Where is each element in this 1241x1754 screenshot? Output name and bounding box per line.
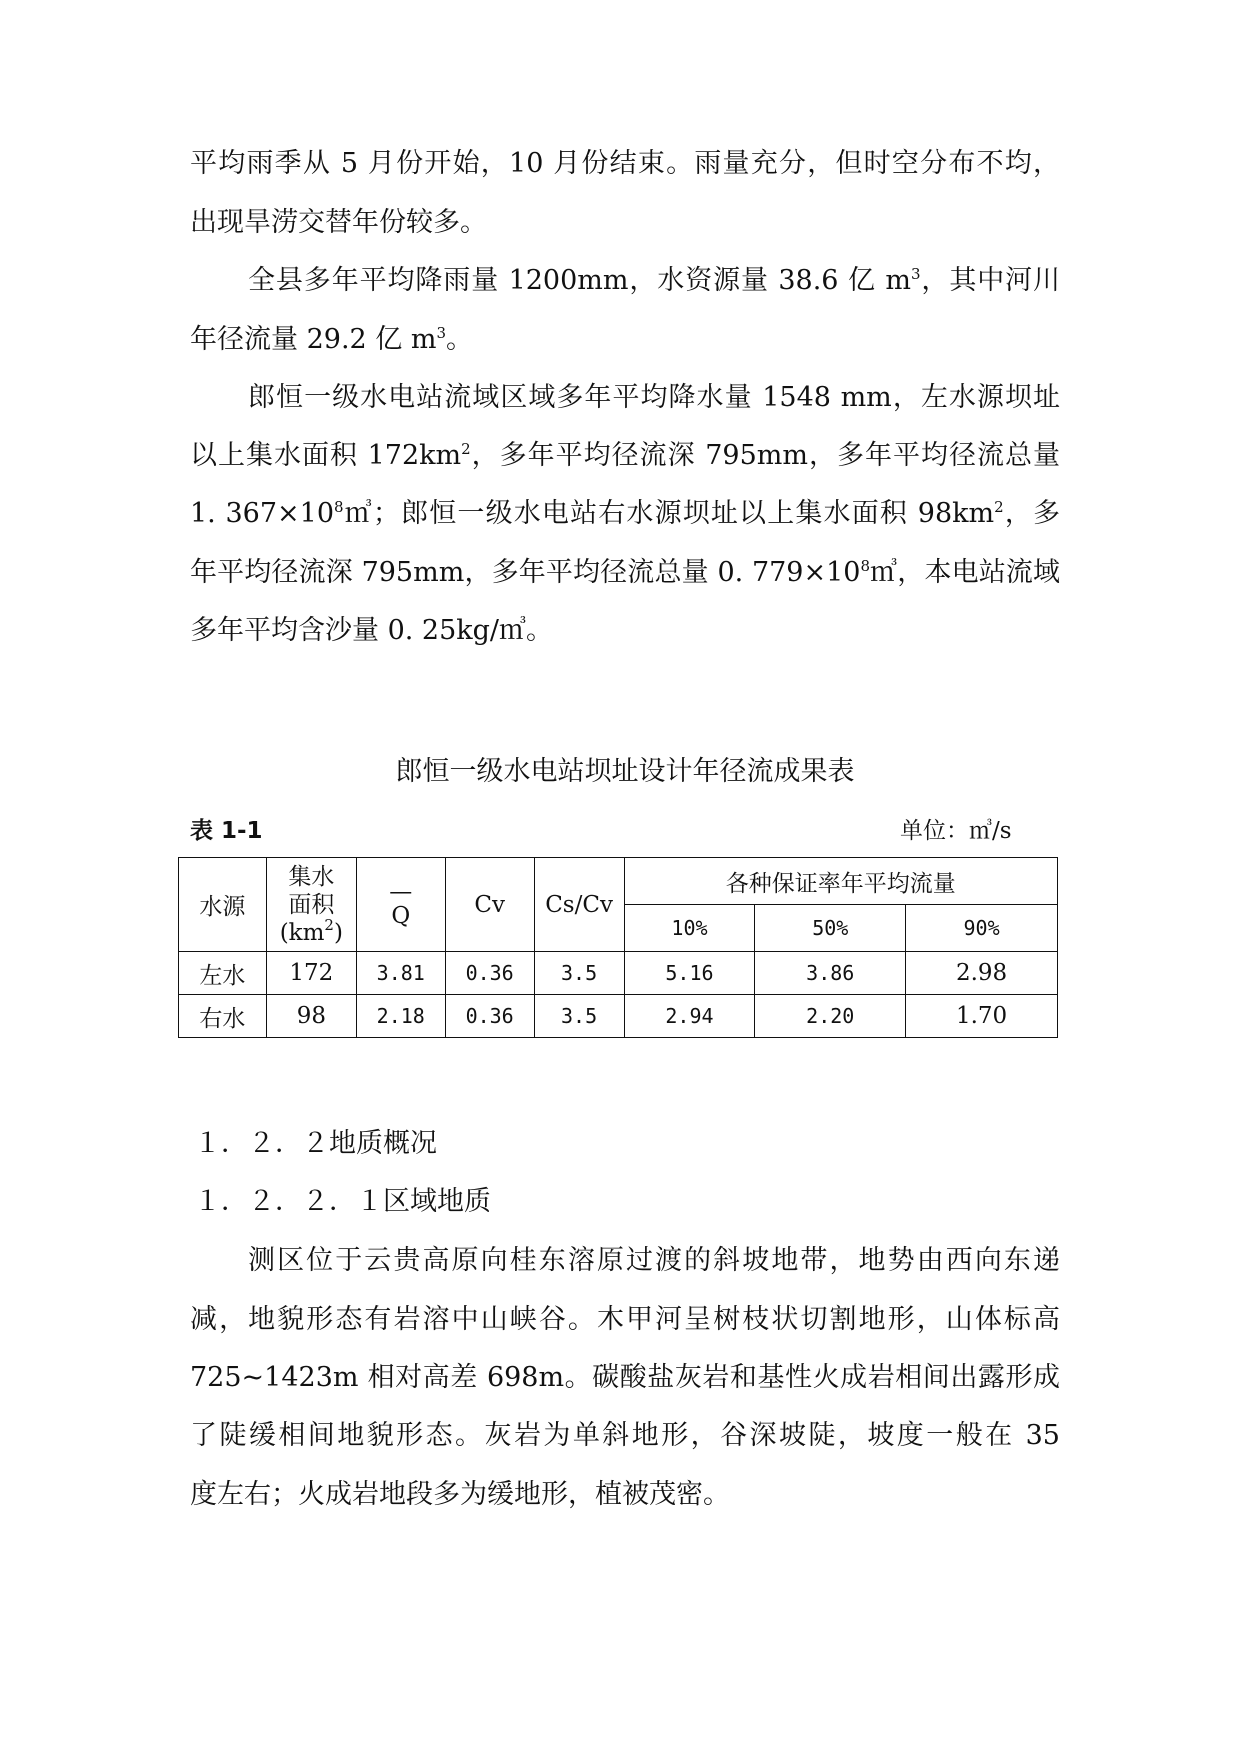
header-area-unit — [267, 915, 356, 947]
paragraph-county-rainfall-line-2 — [190, 320, 1060, 360]
text-run: 1. 367×10 — [190, 498, 335, 529]
paragraph-rain-season-line-2: 出现旱涝交替年份较多。 — [190, 207, 487, 238]
cell-p10: 5.16 — [624, 952, 755, 995]
runoff-results-table — [178, 857, 1058, 1038]
text-run: ，多年平均径流深 795mm，多年平均径流总量 — [470, 440, 1060, 471]
cell-p90: 2.98 — [906, 952, 1058, 995]
section-heading-geology: １．２．２地质概况 — [194, 1128, 437, 1159]
header-p90: 90% — [906, 905, 1058, 952]
paragraph-basin-line-5: 多年平均含沙量 0. 25kg/㎥。 — [190, 615, 554, 646]
table-row — [179, 952, 1058, 995]
paragraph-basin-line-1: 郎恒一级水电站流域区域多年平均降水量 1548 mm，左水源坝址 — [248, 382, 1060, 413]
text-run: 以上集水面积 172km — [190, 440, 462, 471]
superscript: 8 — [860, 557, 871, 575]
cell-source: 右水 — [179, 995, 267, 1038]
text-run: 全县多年平均降雨量 1200mm，水资源量 38.6 亿 m — [248, 265, 911, 296]
cell-p10: 2.94 — [624, 995, 755, 1038]
table-header-row — [179, 858, 1058, 905]
text-run: 年平均径流深 795mm，多年平均径流总量 0. 779×10 — [190, 557, 861, 588]
paragraph-geology-line-4: 了陡缓相间地貌形态。灰岩为单斜地形，谷深坡陡，坡度一般在 35 — [190, 1420, 1060, 1451]
table-row — [179, 995, 1058, 1038]
table-caption: 郎恒一级水电站坝址设计年径流成果表 — [395, 756, 855, 787]
cell-source: 左水 — [179, 952, 267, 995]
header-cv: Cv — [445, 858, 534, 952]
text-run: (km — [279, 919, 325, 946]
header-cscv: Cs/Cv — [534, 858, 624, 952]
superscript: 8 — [334, 498, 344, 516]
table-label: 表 1-1 — [190, 818, 263, 844]
paragraph-county-rainfall-line-1 — [248, 261, 1060, 301]
header-q-mean — [356, 858, 445, 952]
header-source: 水源 — [179, 858, 267, 952]
text-run: 。 — [446, 324, 474, 355]
header-p50: 50% — [755, 905, 906, 952]
header-area-line: 面积 — [288, 891, 335, 918]
superscript: 3 — [910, 265, 921, 283]
superscript: 2 — [324, 915, 334, 934]
paragraph-geology-line-1: 测区位于云贵高原向桂东溶原过渡的斜坡地带，地势由西向东递 — [248, 1245, 1060, 1276]
text-run: ㎥，本电站流域 — [870, 557, 1060, 588]
superscript: 2 — [994, 498, 1004, 516]
text-run: ，其中河川 — [920, 265, 1060, 296]
paragraph-geology-line-2: 减，地貌形态有岩溶中山峡谷。木甲河呈树枝状切割地形，山体标高 — [190, 1304, 1060, 1335]
cell-area: 172 — [266, 952, 356, 995]
cell-cv: 0.36 — [445, 952, 534, 995]
header-q-symbol: Q — [391, 903, 411, 929]
paragraph-geology-line-3: 725~1423m 相对高差 698m。碳酸盐灰岩和基性火成岩相间出露形成 — [190, 1362, 1060, 1393]
cell-area: 98 — [266, 995, 356, 1038]
table-unit: 单位：㎥/s — [900, 818, 1012, 844]
text-run: ，多 — [1003, 498, 1060, 529]
text-run: ) — [333, 919, 343, 946]
paragraph-basin-line-4 — [190, 553, 1060, 593]
cell-q: 3.81 — [356, 952, 445, 995]
text-run: ㎥；郎恒一级水电站右水源坝址以上集水面积 98km — [343, 498, 995, 529]
header-p10: 10% — [624, 905, 755, 952]
header-area — [266, 858, 356, 952]
cell-p90: 1.70 — [906, 995, 1058, 1038]
paragraph-geology-line-5: 度左右；火成岩地段多为缓地形，植被茂密。 — [190, 1479, 730, 1510]
overbar: — — [389, 879, 413, 905]
cell-p50: 2.20 — [755, 995, 906, 1038]
paragraph-basin-line-2 — [190, 436, 1060, 476]
cell-q: 2.18 — [356, 995, 445, 1038]
superscript: 2 — [461, 440, 471, 458]
cell-p50: 3.86 — [755, 952, 906, 995]
section-heading-regional-geology: １．２．２．１区域地质 — [194, 1186, 491, 1217]
text-run: 年径流量 29.2 亿 m — [190, 324, 437, 355]
paragraph-rain-season-line-1: 平均雨季从 5 月份开始，10 月份结束。雨量充分，但时空分布不均， — [190, 148, 1060, 179]
header-area-line: 集水 — [288, 863, 335, 890]
cell-cv: 0.36 — [445, 995, 534, 1038]
cell-cscv: 3.5 — [534, 995, 624, 1038]
header-guarantee-group: 各种保证率年平均流量 — [624, 858, 1057, 905]
cell-cscv: 3.5 — [534, 952, 624, 995]
superscript: 3 — [436, 324, 447, 342]
paragraph-basin-line-3 — [190, 494, 1060, 534]
